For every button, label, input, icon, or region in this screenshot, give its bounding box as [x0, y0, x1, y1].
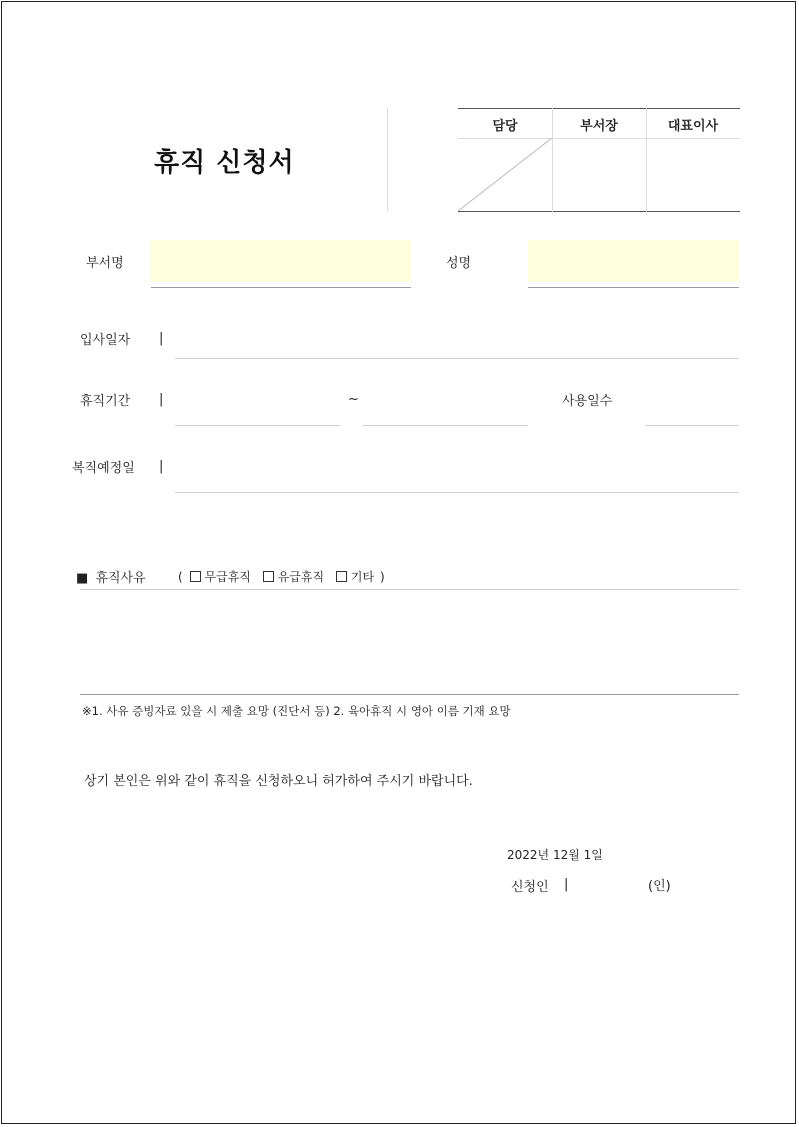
requirement-note: ※1. 사유 증빙자료 있을 시 제출 요망 (진단서 등) 2. 육아휴직 시 영아 이름 기재 요망 — [82, 704, 511, 718]
return-date-bar: | — [159, 459, 164, 474]
unpaid-leave-option[interactable]: 무급휴직 — [190, 570, 251, 584]
form-title: 휴직 신청서 — [154, 148, 295, 178]
reason-bottom-line — [80, 694, 739, 695]
statement-text: 상기 본인은 위와 같이 휴직을 신청하오니 허가하여 주시기 바랍니다. — [84, 774, 473, 789]
checkbox-icon — [190, 571, 201, 582]
options-close-paren: ) — [379, 570, 385, 584]
title-divider — [387, 108, 388, 211]
leave-reason-label — [76, 567, 146, 586]
days-used-underline — [645, 425, 739, 426]
department-underline — [151, 287, 411, 288]
days-used-label: 사용일수 — [562, 394, 613, 409]
return-date-field[interactable] — [175, 450, 739, 490]
seal-mark: (인) — [648, 879, 671, 894]
paid-leave-option[interactable]: 유급휴직 — [263, 570, 324, 584]
leave-reason-field[interactable] — [80, 592, 739, 692]
hire-date-label: 입사일자 — [80, 333, 131, 348]
leave-start-underline — [175, 425, 340, 426]
applicant-name-field[interactable] — [574, 870, 644, 894]
form-page — [1, 1, 796, 1124]
leave-end-field[interactable] — [363, 382, 528, 424]
name-label: 성명 — [446, 256, 472, 271]
application-date: 2022년 12월 1일 — [507, 848, 603, 862]
approval-header-manager: 담당 — [492, 119, 518, 134]
hire-date-bar: | — [159, 331, 164, 346]
checkbox-icon — [336, 571, 347, 582]
applicant-label: 신청인 — [511, 880, 549, 895]
approval-cell-dept-head[interactable] — [552, 138, 646, 211]
leave-start-field[interactable] — [175, 382, 340, 424]
days-used-field[interactable] — [645, 382, 739, 424]
leave-reason-options — [178, 568, 385, 585]
department-label: 부서명 — [86, 256, 124, 271]
hire-date-field[interactable] — [175, 320, 739, 356]
square-bullet-icon: ■ — [76, 571, 89, 586]
leave-period-bar: | — [159, 392, 164, 407]
other-option[interactable]: 기타 — [336, 570, 374, 584]
options-open-paren: ( — [178, 570, 183, 584]
return-date-underline — [175, 492, 739, 493]
hire-date-underline — [175, 358, 739, 359]
leave-period-separator: ~ — [348, 392, 359, 407]
leave-period-label: 휴직기간 — [80, 394, 131, 409]
name-field[interactable] — [528, 240, 739, 282]
leave-reason-text: 휴직사유 — [95, 571, 146, 586]
leave-end-underline — [363, 425, 528, 426]
department-field[interactable] — [151, 240, 411, 282]
approval-cell-ceo[interactable] — [646, 138, 740, 211]
approval-header-ceo: 대표이사 — [667, 119, 719, 134]
return-date-label: 복직예정일 — [72, 461, 135, 476]
reason-top-line — [80, 589, 739, 590]
approval-diagonal-line — [458, 138, 552, 211]
name-underline — [528, 287, 739, 288]
applicant-bar: | — [564, 877, 569, 892]
approval-table — [458, 108, 740, 212]
checkbox-icon — [263, 571, 274, 582]
approval-header-dept-head: 부서장 — [580, 119, 618, 134]
